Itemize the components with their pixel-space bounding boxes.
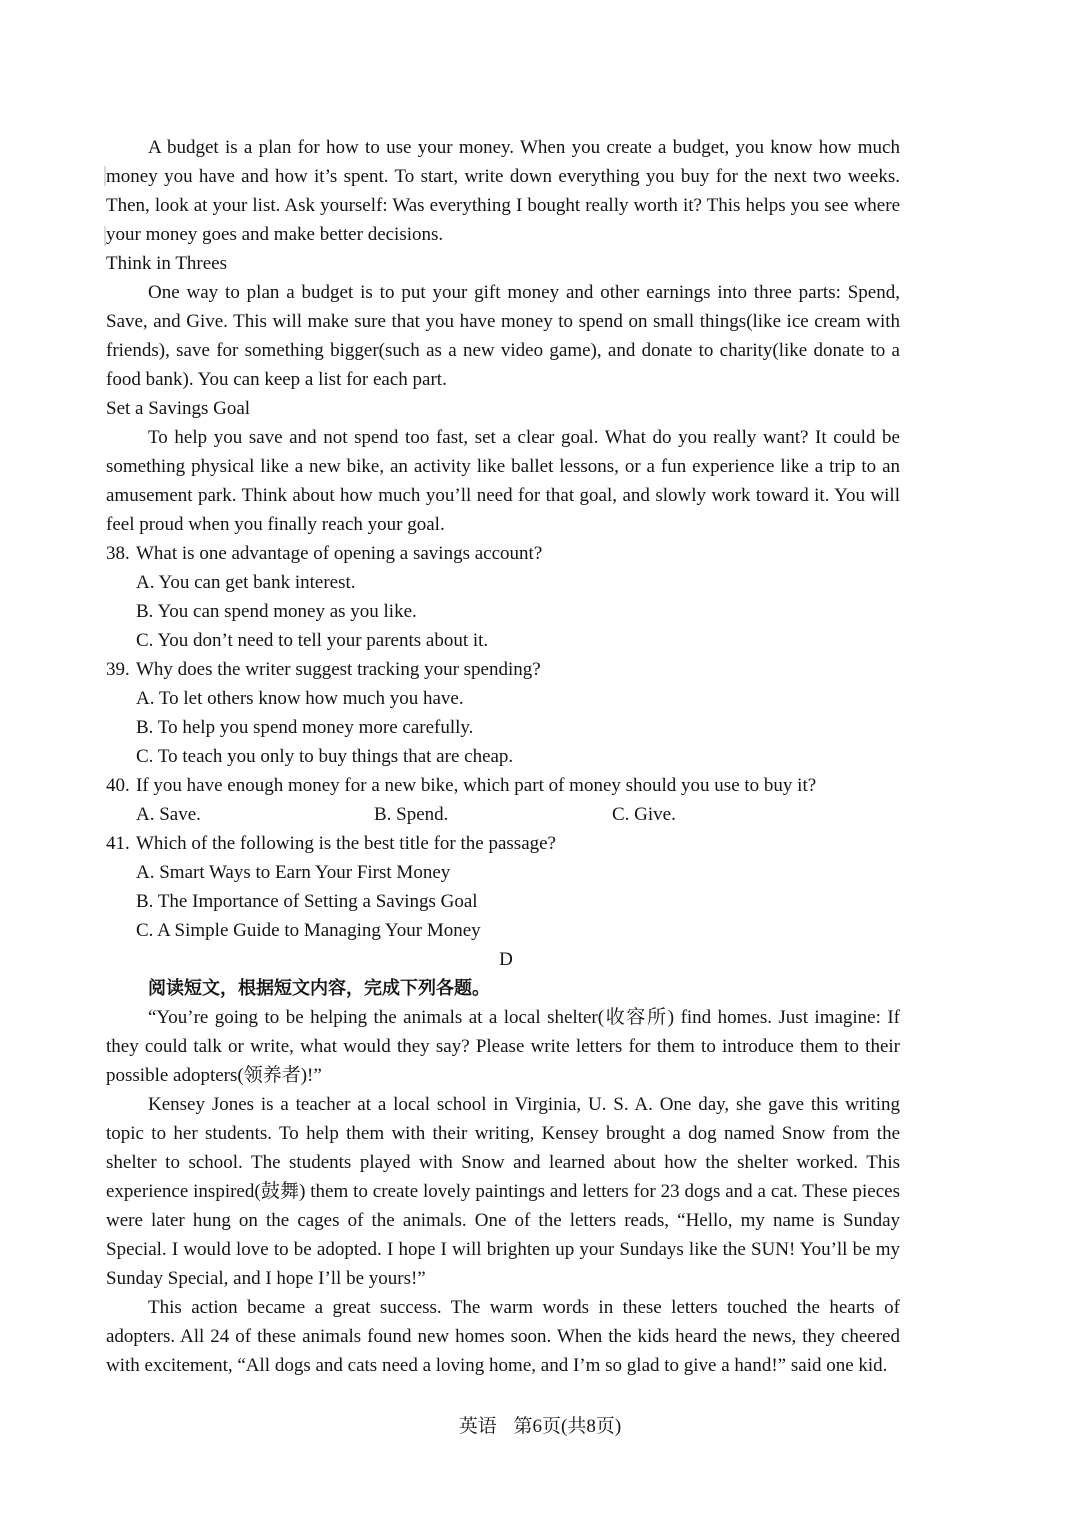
option-a: A. Smart Ways to Earn Your First Money xyxy=(136,862,451,883)
question-41 xyxy=(106,829,900,945)
option-row xyxy=(136,800,900,829)
page-content xyxy=(106,133,900,1380)
question-40 xyxy=(106,771,900,829)
question-text: What is one advantage of opening a savings account? xyxy=(136,543,543,564)
question-text: Which of the following is the best title for the passage? xyxy=(136,833,556,854)
section-letter-d: D xyxy=(499,949,513,970)
option-b: B. You can spend money as you like. xyxy=(136,601,417,622)
question-number: 41. xyxy=(106,833,130,854)
option-c: C. To teach you only to buy things that are cheap. xyxy=(136,746,514,767)
section-d-instruction: 阅读短文，根据短文内容，完成下列各题。 xyxy=(148,978,490,999)
option-b: B. To help you spend money more carefully. xyxy=(136,717,474,738)
option-b: B. Spend. xyxy=(374,804,449,825)
option-a: A. You can get bank interest. xyxy=(136,572,356,593)
option-a: A. Save. xyxy=(136,804,201,825)
question-text: If you have enough money for a new bike, which part of money should you use to buy it? xyxy=(136,775,817,796)
passage-c-paragraph-2: One way to plan a budget is to put your gift money and other earnings into three parts: Spend, Save, and Give. This will make sure that you have money to spend on small things(like ice cream with friends), save for something bigger(such as a new video game), and donate to charity(like donate to a food bank). You can keep a list for each part. xyxy=(106,282,900,390)
passage-d-paragraph-2: Kensey Jones is a teacher at a local school in Virginia, U. S. A. One day, she gave this writing topic to her students. To help them with their writing, Kensey brought a dog named Snow from the shelter to school. The students played with Snow and learned about how the shelter worked. This experience inspired(鼓舞) them to create lovely paintings and letters for 23 dogs and a cat. These pieces were later hung on the cages of the animals. One of the letters reads, “Hello, my name is Sunday Special. I would love to be adopted. I hope I will brighten up your Sundays like the SUN! You’ll be my Sunday Special, and I hope I’ll be yours!” xyxy=(106,1094,900,1289)
question-38 xyxy=(106,539,900,655)
passage-d-paragraph-1: “You’re going to be helping the animals at a local shelter(收容所) find homes. Just imagine: If they could talk or write, what would they say? Please write letters for them to introduce them to their possible adopters(领养者)!” xyxy=(106,1007,900,1086)
passage-c-heading-1: Think in Threes xyxy=(106,253,228,274)
option-b: B. The Importance of Setting a Savings Goal xyxy=(136,891,478,912)
question-39 xyxy=(106,655,900,771)
option-c: C. A Simple Guide to Managing Your Money xyxy=(136,920,481,941)
passage-c-paragraph-1: A budget is a plan for how to use your money. When you create a budget, you know how much money you have and how it’s spent. To start, write down everything you buy for the next two weeks. Then, look at your list. Ask yourself: Was everything I bought really worth it? This helps you see where your money goes and make better decisions. xyxy=(106,137,900,245)
footer-page-number: 第6页(共8页) xyxy=(513,1416,622,1437)
question-number: 38. xyxy=(106,543,130,564)
option-c: C. You don’t need to tell your parents about it. xyxy=(136,630,489,651)
question-text: Why does the writer suggest tracking your spending? xyxy=(136,659,541,680)
question-number: 40. xyxy=(106,775,130,796)
question-number: 39. xyxy=(106,659,130,680)
passage-c-heading-2: Set a Savings Goal xyxy=(106,398,251,419)
option-c: C. Give. xyxy=(612,804,676,825)
page-footer xyxy=(0,1412,1080,1441)
footer-subject: 英语 xyxy=(458,1416,497,1437)
option-a: A. To let others know how much you have. xyxy=(136,688,464,709)
passage-c-paragraph-3: To help you save and not spend too fast, set a clear goal. What do you really want? It could be something physical like a new bike, an activity like ballet lessons, or a fun experience like a trip to an amusement park. Think about how much you’ll need for that goal, and slowly work toward it. You will feel proud when you finally reach your goal. xyxy=(106,427,900,535)
passage-d-paragraph-3: This action became a great success. The warm words in these letters touched the hearts of adopters. All 24 of these animals found new homes soon. When the kids heard the news, they cheered with excitement, “All dogs and cats need a loving home, and I’m so glad to give a hand!” said one kid. xyxy=(106,1297,900,1376)
